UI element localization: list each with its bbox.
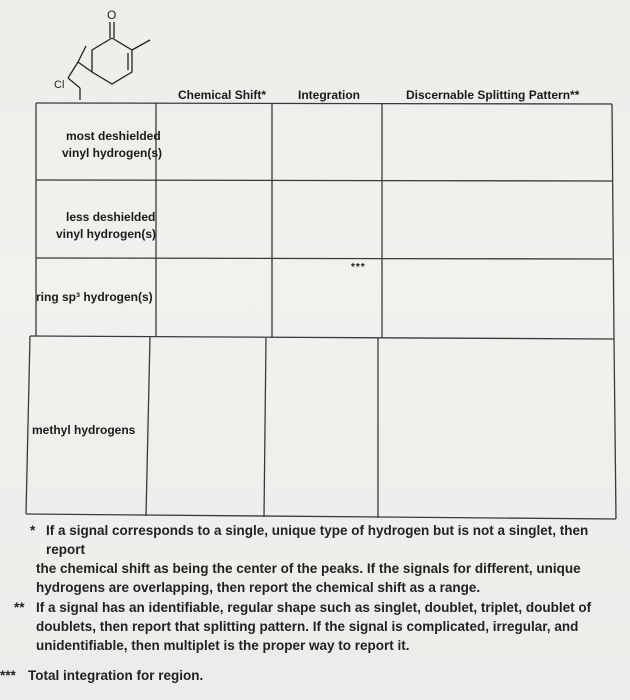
row-label-line: methyl hydrogens: [32, 423, 136, 437]
oxygen-label: O: [107, 8, 117, 22]
footnote-marker: ***: [0, 668, 16, 683]
footnote-chemical-shift: [30, 521, 626, 597]
header-integration: Integration: [298, 88, 360, 102]
row-label-line: less deshielded: [66, 210, 156, 224]
footnote-marker: *: [30, 523, 36, 538]
footnote-line: Total integration for region.: [28, 668, 204, 683]
footnote-line: If a signal has an identifiable, regular shape such as singlet, doublet, triplet, doublet of: [36, 600, 592, 615]
row-label-line: most deshielded: [66, 129, 161, 143]
row-label-methyl: [32, 422, 135, 439]
footnote-line: If a signal corresponds to a single, unique type of hydrogen but is not a singlet, then report: [46, 523, 589, 557]
header-chemical-shift: Chemical Shift*: [178, 88, 267, 102]
footnote-line: hydrogens are overlapping, then report the chemical shift as a range.: [36, 580, 481, 595]
row-label-ring-sp3: [36, 289, 153, 306]
chlorine-label: Cl: [54, 79, 65, 91]
row-label-less-deshielded: [56, 209, 157, 243]
footnote-line: the chemical shift as being the center of the peaks. If the signals for different, unique: [36, 561, 581, 576]
footnote-marker: **: [14, 600, 25, 615]
row-label-line: vinyl hydrogen(s): [56, 227, 157, 241]
row-label-most-deshielded: [62, 128, 163, 162]
integration-region-marker: ***: [351, 262, 366, 273]
footnote-splitting: [14, 598, 626, 655]
row-label-line: ring sp³ hydrogen(s): [36, 290, 153, 304]
footnote-line: doublets, then report that splitting pattern. If the signal is complicated, irregular, and: [36, 619, 579, 634]
molecule-structure: [50, 2, 180, 102]
header-splitting-pattern: Discernable Splitting Pattern**: [406, 88, 580, 102]
footnote-line: unidentifiable, then multiplet is the proper way to report it.: [36, 638, 410, 653]
footnote-integration: [0, 666, 618, 685]
row-label-line: vinyl hydrogen(s): [62, 146, 163, 160]
